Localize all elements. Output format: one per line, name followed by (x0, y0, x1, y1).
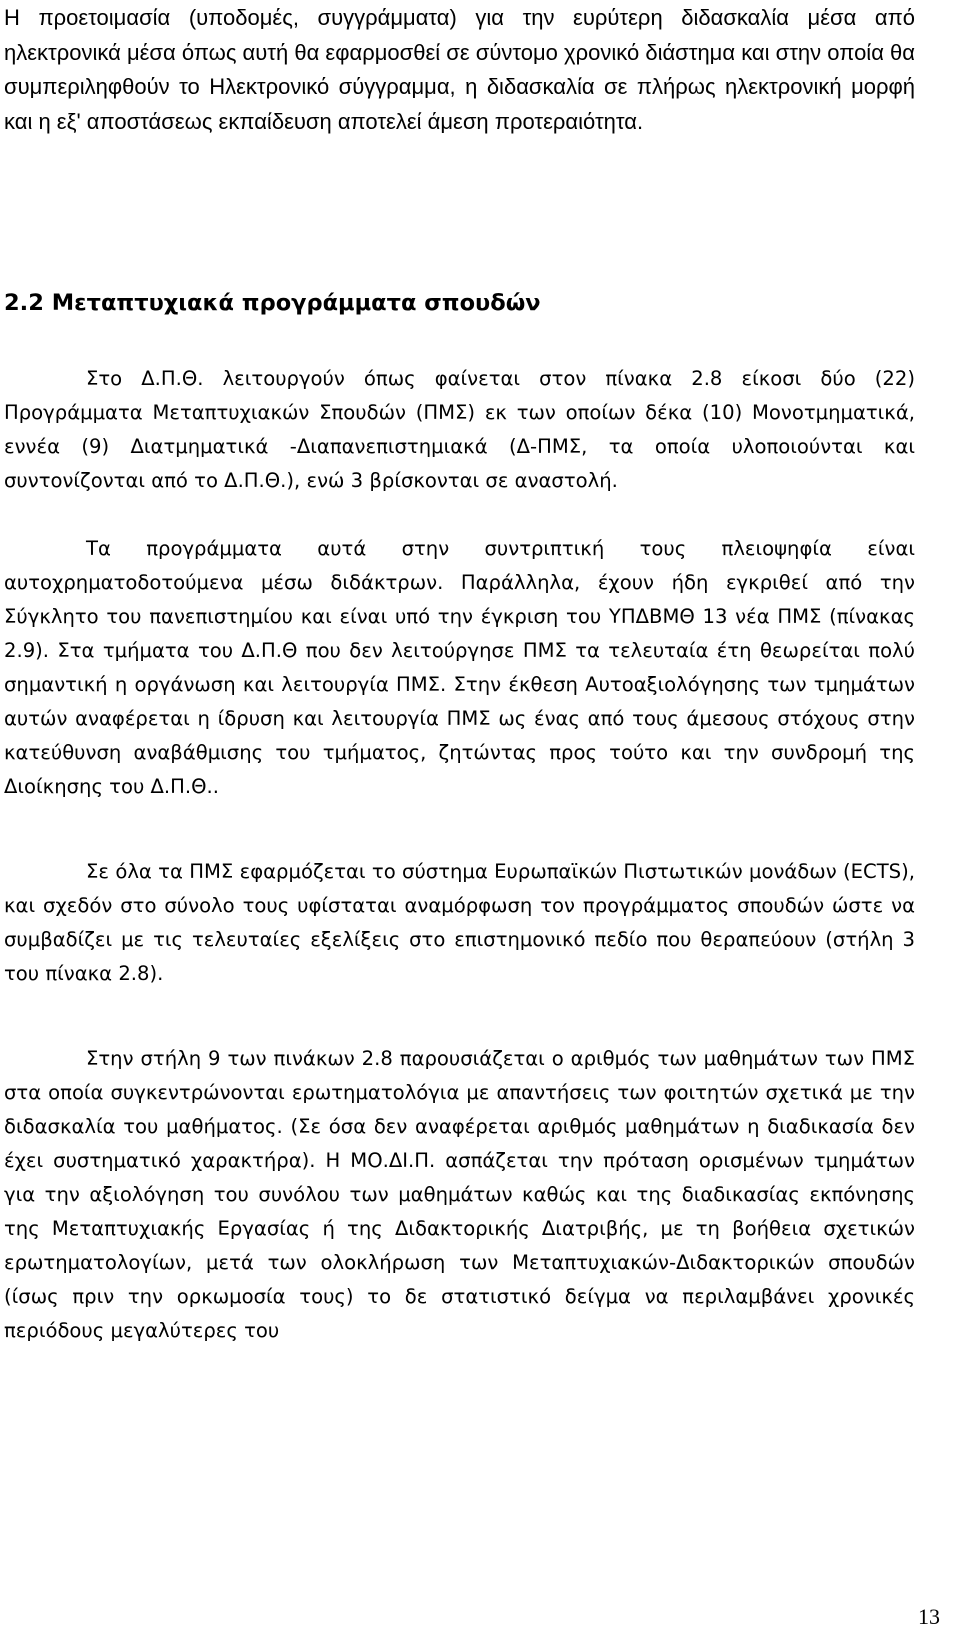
section-body (4, 362, 915, 1348)
paragraph-programs-count (4, 362, 915, 498)
document-page (4, 0, 915, 1342)
paragraph-evaluation (4, 1042, 915, 1348)
paragraph-ects (4, 855, 915, 991)
paragraph-text: Σε όλα τα ΠΜΣ εφαρμόζεται το σύστημα Ευρωπαϊκών Πιστωτικών μονάδων (ECTS), και σχεδόν στο σύνολο τους υφίσταται αναμόρφωση τον προγράμματος σπουδών ώστε να συμβαδίζει με τις τελευταίες εξελίξεις στο επιστημονικό πεδίο που θεραπεύουν (στήλη 3 του πίνακα 2.8). (4, 860, 915, 985)
paragraph-text: Τα προγράμματα αυτά στην συντριπτική τους πλειοψηφία είναι αυτοχρηματοδοτούμενα μέσω διδάκτρων. Παράλληλα, έχουν ήδη εγκριθεί από την Σύγκλητο του πανεπιστημίου και είναι υπό την έγκριση του ΥΠΔΒΜΘ 13 νέα ΠΜΣ (πίνακας 2.9). Στα τμήματα του Δ.Π.Θ που δεν λειτούργησε ΠΜΣ τα τελευταία έτη θεωρείται πολύ σημαντική η οργάνωση και λειτουργία ΠΜΣ. Στην έκθεση Αυτοαξιολόγησης των τμημάτων αυτών αναφέρεται η ίδρυση και λειτουργία ΠΜΣ ως ένας από τους άμεσους στόχους στην κατεύθυνση αναβάθμισης του τμήματος, ζητώντας προς τούτο και την συνδρομή της Διοίκησης του Δ.Π.Θ.. (4, 537, 915, 798)
paragraph-funding (4, 532, 915, 804)
paragraph-text: Στην στήλη 9 των πινάκων 2.8 παρουσιάζεται ο αριθμός των μαθημάτων των ΠΜΣ στα οποία συγκεντρώνονται ερωτηματολόγια με απαντήσεις των φοιτητών σχετικά με την διδασκαλία του μαθήματος. (Σε όσα δεν αναφέρεται αριθμός μαθημάτων η διαδικασία δεν έχει συστηματικό χαρακτήρα). Η ΜΟ.ΔΙ.Π. ασπάζεται την πρόταση ορισμένων τμημάτων για την αξιολόγηση του συνόλου των μαθημάτων καθώς και της διαδικασίας εκπόνησης της Μεταπτυχιακής Εργασίας ή της Διδακτορικής Διατριβής, με τη βοήθεια σχετικών ερωτηματολογίων, μετά των ολοκλήρωση των Μεταπτυχιακών-Διδακτορικών σπουδών (ίσως πριν την ορκωμοσία τους) το δε στατιστικό δείγμα να περιλαμβάνει χρονικές περιόδους μεγαλύτερες του (4, 1047, 915, 1342)
section-heading: 2.2 Μεταπτυχιακά προγράμματα σπουδών (4, 290, 541, 316)
page-number: 13 (918, 1604, 940, 1629)
paragraph-text: Στο Δ.Π.Θ. λειτουργούν όπως φαίνεται στον πίνακα 2.8 είκοσι δύο (22) Προγράμματα Μεταπτυχιακών Σπουδών (ΠΜΣ) εκ των οποίων δέκα (10) Μονοτμηματικά, εννέα (9) Διατμηματικά -Διαπανεπιστημιακά (Δ-ΠΜΣ, τα οποία υλοποιούνται και συντονίζονται από το Δ.Π.Θ.), ενώ 3 βρίσκονται σε αναστολή. (4, 367, 915, 492)
intro-paragraph: Η προετοιμασία (υποδομές, συγγράμματα) για την ευρύτερη διδασκαλία μέσα από ηλεκτρονικά μέσα όπως αυτή θα εφαρμοσθεί σε σύντομο χρονικό διάστημα και στην οποία θα συμπεριληφθούν το Ηλεκτρονικό σύγγραμμα, η διδασκαλία σε πλήρως ηλεκτρονική μορφή και η εξ' αποστάσεως εκπαίδευση αποτελεί άμεση προτεραιότητα. (4, 5, 915, 134)
